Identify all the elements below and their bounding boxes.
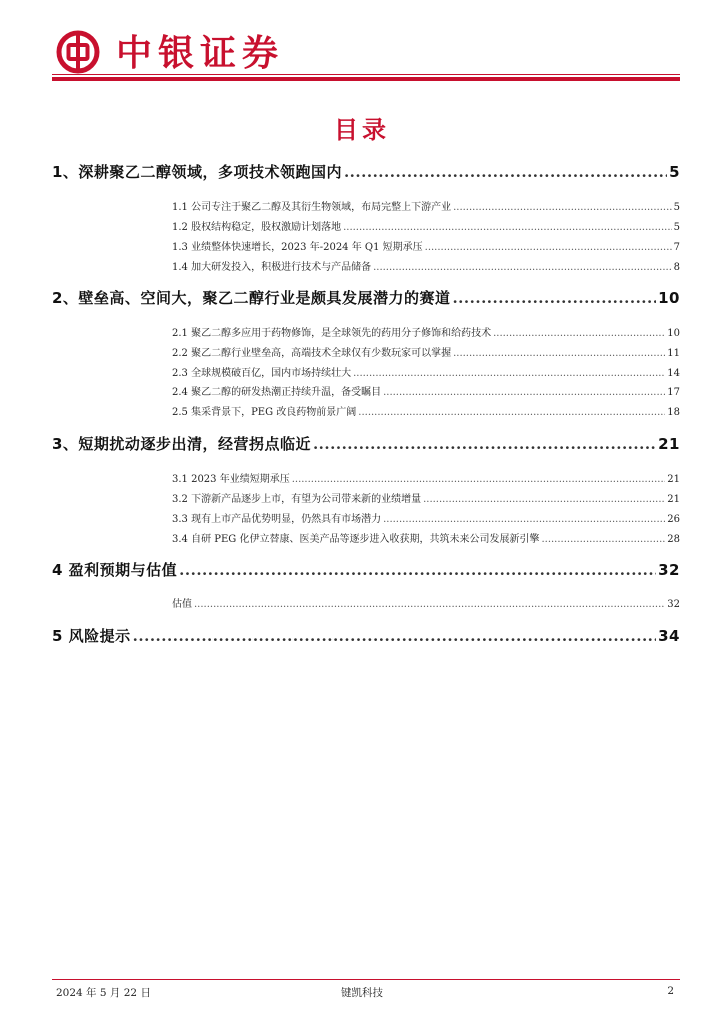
toc-entry-3-1[interactable] <box>52 470 680 485</box>
toc-entry-label: 2.3 全球规模破百亿，国内市场持续壮大 <box>172 368 352 379</box>
toc-leader-dots <box>493 328 665 339</box>
toc-entry-3-2[interactable] <box>52 490 680 505</box>
toc-entry-label: 3.3 现有上市产品优势明显，仍然具有市场潜力 <box>172 514 382 525</box>
toc-entry-label: 1.4 加大研发投入，积极进行技术与产品储备 <box>172 262 372 273</box>
toc-entry-label: 3、短期扰动逐步出清，经营拐点临近 <box>52 435 311 453</box>
toc-entry-page: 7 <box>673 242 680 253</box>
toc-entry-label: 1.2 股权结构稳定，股权激励计划落地 <box>172 222 342 233</box>
toc-entry-page: 18 <box>667 407 680 418</box>
toc-leader-dots <box>423 494 665 505</box>
toc-leader-dots <box>383 387 665 398</box>
toc-entry-1[interactable] <box>52 161 680 182</box>
toc-entry-label: 2.1 聚乙二醇多应用于药物修饰，是全球领先的药用分子修饰和给药技术 <box>172 328 492 339</box>
toc-entry-page: 10 <box>667 328 680 339</box>
toc-leader-dots <box>194 599 665 610</box>
toc-entry-1-2[interactable] <box>52 218 680 233</box>
toc-leader-dots <box>344 163 667 181</box>
toc-leader-dots <box>292 474 666 485</box>
toc-entry-page: 5 <box>669 163 680 181</box>
toc-entry-page: 17 <box>667 387 680 398</box>
toc-entry-label: 4 盈利预期与估值 <box>52 561 178 579</box>
toc-entry-4[interactable] <box>52 559 680 580</box>
bank-of-china-logo-icon <box>56 30 100 74</box>
toc-entry-2-4[interactable] <box>52 383 680 398</box>
toc-entry-1-1[interactable] <box>52 198 680 213</box>
brand-name: 中银证券 <box>116 33 285 74</box>
toc-leader-dots <box>179 561 656 579</box>
toc-entry-1-3[interactable] <box>52 238 680 253</box>
toc-entry-page: 21 <box>667 474 680 485</box>
footer-page-number: 2 <box>667 985 674 997</box>
toc-entry-page: 11 <box>667 348 680 359</box>
toc-entry-3-3[interactable] <box>52 510 680 525</box>
toc-entry-3-4[interactable] <box>52 530 680 545</box>
page-header <box>52 30 680 90</box>
toc-leader-dots <box>353 368 665 379</box>
toc-leader-dots <box>453 202 672 213</box>
toc-entry-label: 2.2 聚乙二醇行业壁垒高，高端技术全球仅有少数玩家可以掌握 <box>172 348 452 359</box>
toc-entry-label: 5 风险提示 <box>52 627 131 645</box>
toc-entry-label: 1、深耕聚乙二醇领域，多项技术领跑国内 <box>52 163 342 181</box>
toc-leader-dots <box>425 242 672 253</box>
header-rule-thick <box>52 77 680 81</box>
header-rule-thin <box>52 74 680 75</box>
toc-leader-dots <box>452 289 656 307</box>
toc-entry-3[interactable] <box>52 433 680 454</box>
toc-entry-page: 21 <box>667 494 680 505</box>
toc-entry-page: 32 <box>667 599 680 610</box>
toc-entry-4-1[interactable] <box>52 595 680 610</box>
toc-leader-dots <box>133 627 656 645</box>
toc-entry-page: 26 <box>667 514 680 525</box>
footer-company: 键凯科技 <box>341 987 383 999</box>
toc-entry-2-2[interactable] <box>52 344 680 359</box>
toc-entry-2-1[interactable] <box>52 324 680 339</box>
toc-entry-page: 28 <box>667 534 680 545</box>
toc-entry-2-3[interactable] <box>52 364 680 379</box>
toc-entry-page: 32 <box>658 561 680 579</box>
toc-leader-dots <box>373 262 672 273</box>
toc-entry-2[interactable] <box>52 287 680 308</box>
toc-entry-label: 2.4 聚乙二醇的研发热潮正持续升温，备受瞩目 <box>172 387 382 398</box>
toc-leader-dots <box>541 534 665 545</box>
footer-date: 2024 年 5 月 22 日 <box>56 987 151 999</box>
toc-entry-page: 8 <box>673 262 680 273</box>
toc-entry-page: 34 <box>658 627 680 645</box>
toc-entry-1-4[interactable] <box>52 258 680 273</box>
footer-rule <box>52 979 680 980</box>
toc-leader-dots <box>453 348 665 359</box>
toc-entry-page: 21 <box>658 435 680 453</box>
toc-entry-page: 5 <box>673 222 680 233</box>
toc-entry-label: 2.5 集采背景下，PEG 改良药物前景广阔 <box>172 407 357 418</box>
toc-entry-label: 1.1 公司专注于聚乙二醇及其衍生物领域，布局完整上下游产业 <box>172 202 452 213</box>
toc-entry-page: 14 <box>667 368 680 379</box>
toc-entry-page: 5 <box>673 202 680 213</box>
toc-entry-label: 1.3 业绩整体快速增长，2023 年-2024 年 Q1 短期承压 <box>172 242 423 253</box>
toc-leader-dots <box>343 222 672 233</box>
toc-entry-label: 估值 <box>172 599 192 610</box>
toc-leader-dots <box>358 407 665 418</box>
toc-entry-label: 3.1 2023 年业绩短期承压 <box>172 474 290 485</box>
toc-entry-label: 3.2 下游新产品逐步上市，有望为公司带来新的业绩增量 <box>172 494 422 505</box>
toc-entry-5[interactable] <box>52 625 680 646</box>
toc-leader-dots <box>313 435 656 453</box>
toc-title: 目录 <box>334 116 390 144</box>
toc-entry-label: 3.4 自研 PEG 化伊立替康、医美产品等逐步进入收获期，共筑未来公司发展新引擎 <box>172 534 540 545</box>
toc-entry-2-5[interactable] <box>52 403 680 418</box>
toc-entry-page: 10 <box>658 289 680 307</box>
toc-leader-dots <box>383 514 665 525</box>
toc-entry-label: 2、壁垒高、空间大，聚乙二醇行业是颇具发展潜力的赛道 <box>52 289 451 307</box>
